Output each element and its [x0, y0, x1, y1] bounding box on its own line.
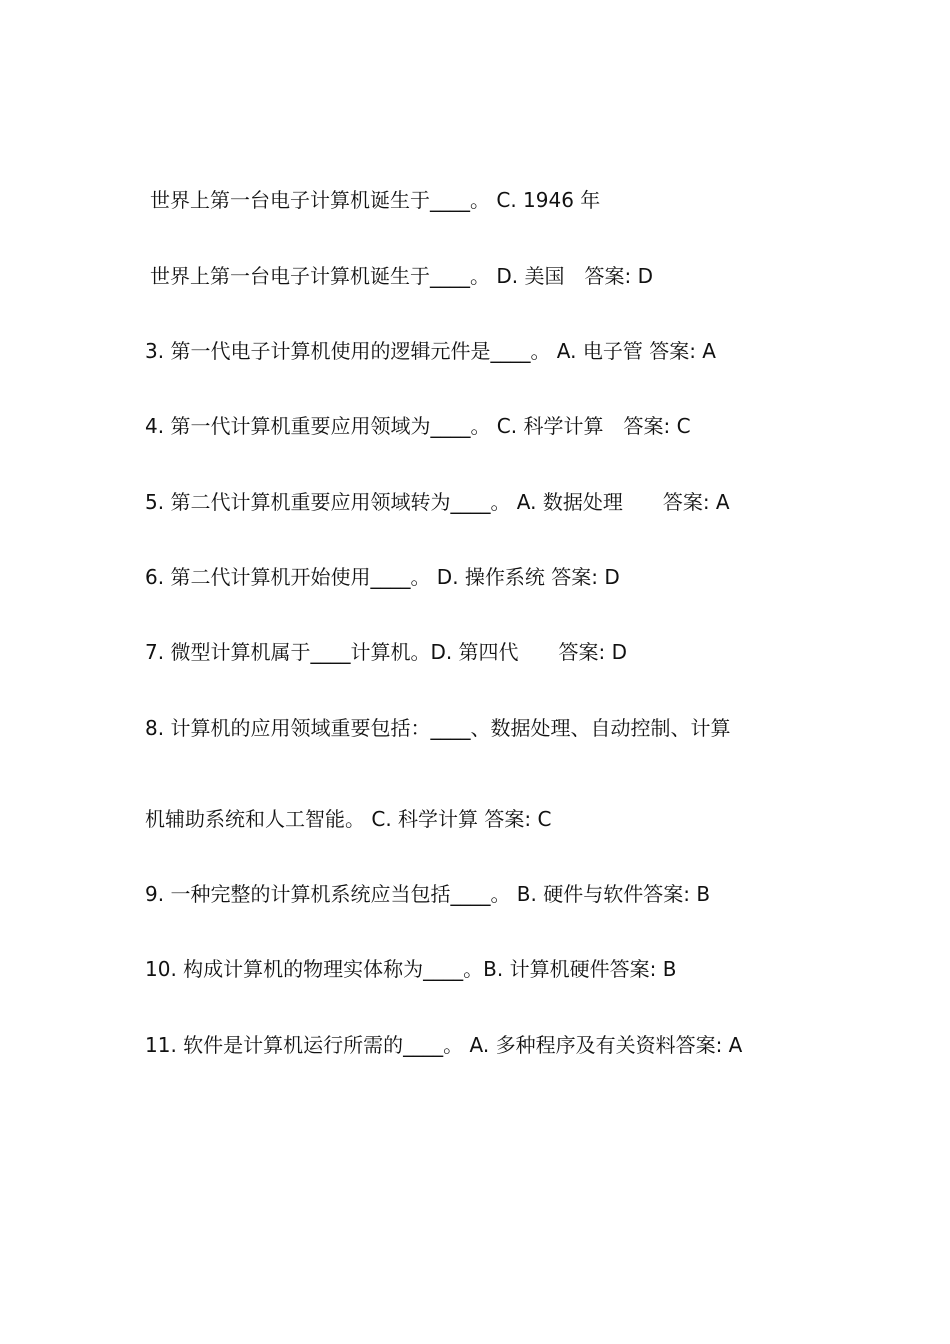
- question-line: 世界上第一台电子计算机诞生于____。 C. 1946 年: [150, 188, 601, 212]
- question-line: 4. 第一代计算机重要应用领域为____。 C. 科学计算 答案: C: [145, 414, 691, 438]
- question-line: 11. 软件是计算机运行所需的____。 A. 多种程序及有关资料答案: A: [145, 1033, 743, 1057]
- question-line-continued: 机辅助系统和人工智能。 C. 科学计算 答案: C: [145, 807, 552, 831]
- question-line: 世界上第一台电子计算机诞生于____。 D. 美国 答案: D: [150, 264, 653, 288]
- question-line: 5. 第二代计算机重要应用领域转为____。 A. 数据处理 答案: A: [145, 490, 730, 514]
- question-line: 8. 计算机的应用领域重要包括：____、数据处理、自动控制、计算: [145, 716, 731, 740]
- question-line: 3. 第一代电子计算机使用的逻辑元件是____。 A. 电子管 答案: A: [145, 339, 716, 363]
- question-line: 6. 第二代计算机开始使用____。 D. 操作系统 答案: D: [145, 565, 620, 589]
- question-line: 7. 微型计算机属于____计算机。D. 第四代 答案: D: [145, 640, 628, 664]
- question-line: 9. 一种完整的计算机系统应当包括____。 B. 硬件与软件答案: B: [145, 882, 711, 906]
- question-line: 10. 构成计算机的物理实体称为____。B. 计算机硬件答案: B: [145, 957, 677, 981]
